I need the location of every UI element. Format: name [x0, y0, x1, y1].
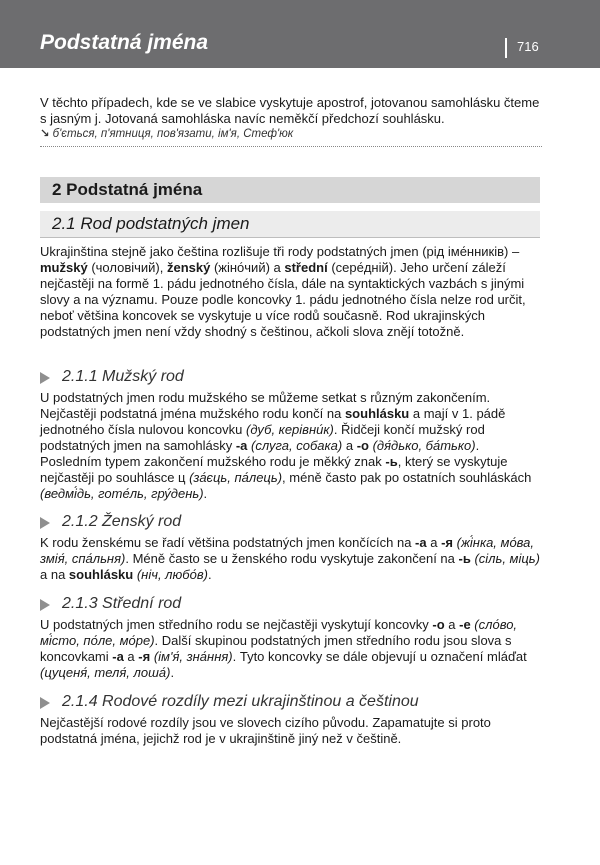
example: (дя́дько, ба́тько) — [372, 438, 476, 453]
ending: -а — [112, 649, 124, 664]
text: K rodu ženskému se řadí většina podstatných jmen končících na — [40, 535, 416, 550]
text: . Tyto koncovky se dále objevují u označení mláďat — [232, 649, 527, 664]
section-heading — [40, 177, 540, 203]
ending: -е — [459, 617, 471, 632]
example: (ім'я́, зна́ння) — [153, 649, 233, 664]
example: (жі́нка, мо́ва, змія́, спа́льня) — [40, 535, 535, 566]
subsection-heading — [40, 211, 540, 238]
term-feminine: ženský — [166, 260, 211, 275]
text: Ukrajinština stejně jako čeština rozlišuje tři rody podstatných jmen (рід іме́нників) – — [40, 244, 520, 259]
example: (слуга, собака) — [251, 438, 343, 453]
triangle-right-icon — [40, 517, 50, 529]
term-masculine: mužský — [40, 260, 88, 275]
heading-gender-differences — [40, 692, 542, 714]
text: . Řidčeji končí mužský rod podstatných jmen na samohlásky — [40, 422, 485, 453]
section-title: 2 Podstatná jména — [52, 180, 203, 199]
paragraph-feminine — [40, 535, 542, 583]
intro-paragraph: V těchto případech, kde se ve slabice vyskytuje apostrof, jotovanou samohlásku čteme s jasným j. Jotovaná samohláska navíc neměkčí předchozí souhlásku. — [40, 95, 540, 126]
ending: -я — [441, 535, 453, 550]
text: , který se vyskytuje nejčastěji po souhlásce ц — [40, 454, 508, 485]
ending: -я — [138, 649, 151, 664]
triangle-right-icon — [40, 599, 50, 611]
term-neuter: střední — [284, 260, 328, 275]
subsection-title: 2.1 Rod podstatných jmen — [52, 214, 250, 233]
heading-gender-differences-text: 2.1.4 Rodové rozdíly mezi ukrajinštinou a češtinou — [62, 693, 419, 710]
ending: -ь — [458, 551, 471, 566]
example: (ніч, любо́в) — [136, 567, 208, 582]
triangle-right-icon — [40, 697, 50, 709]
text: . — [203, 486, 208, 501]
triangle-right-icon — [40, 372, 50, 384]
text: (сере́дній). Jeho určení záleží nejčastěji na formě 1. pádu jednotného čísla, dále na syntaktických vazbách s jinými slovy a na významu. Pouze podle koncovky 1. pádu jednotného čísla nelze rod určit, neboť většina koncovek se vyskytuje u více rodů současně. Rod ukrajinských podstatných jmen není vždy shodný s češtinou, ačkoli slova znějí totožně. — [40, 260, 526, 339]
text: a na — [40, 567, 69, 582]
ending: -ь — [385, 454, 398, 469]
arrow-down-right-icon: ↘ — [40, 128, 50, 140]
page-number: 716 — [517, 39, 539, 54]
paragraph-rod — [40, 244, 542, 340]
text: a — [444, 617, 460, 632]
paragraph-neuter — [40, 617, 542, 681]
term: souhlásku — [344, 406, 410, 421]
example-line — [40, 127, 540, 141]
paragraph-gender-differences: Nejčastější rodové rozdíly jsou ve slovech cizího původu. Zapamatujte si proto podstatná jména, jejichž rod je v ukrajinštině jiný než v češtině. — [40, 715, 491, 746]
text: . — [207, 567, 212, 582]
ending: -о — [432, 617, 445, 632]
example-words: б'ється, п'ятниця, пов'язати, ім'я, Стеф'юк — [52, 128, 294, 140]
example: (за́єць, па́лець) — [189, 470, 283, 485]
text: a — [426, 535, 442, 550]
ending: -а — [415, 535, 427, 550]
example: (ведмі́дь, готе́ль, гру́день) — [40, 486, 204, 501]
term: souhlásku — [68, 567, 134, 582]
heading-neuter-text: 2.1.3 Střední rod — [62, 595, 182, 612]
heading-feminine-text: 2.1.2 Ženský rod — [62, 513, 182, 530]
heading-masculine — [40, 367, 542, 389]
heading-feminine — [40, 512, 542, 534]
text: (жіно́чий) a — [210, 260, 285, 275]
text: a — [342, 438, 357, 453]
heading-masculine-text: 2.1.1 Mužský rod — [62, 368, 184, 385]
ending: -о — [356, 438, 369, 453]
text: a mají v 1. pádě jednotného čísla nulovou koncovku — [40, 406, 506, 437]
example: (дуб, керівни́к) — [245, 422, 334, 437]
header-separator — [505, 38, 507, 58]
text: U podstatných jmen středního rodu se nejčastěji vyskytují koncovky — [40, 617, 433, 632]
text: a — [123, 649, 139, 664]
dotted-divider — [40, 146, 542, 147]
header-title: Podstatná jména — [40, 31, 209, 54]
text: , méně často pak po ostatních souhláskách — [282, 470, 532, 485]
paragraph-masculine — [40, 390, 542, 502]
page-header — [0, 0, 600, 68]
text: . Posledním typem zakončení mužského rodu je měkký znak — [40, 438, 480, 469]
ending: -а — [235, 438, 248, 453]
text: . Méně často se u ženského rodu vyskytuje zakončení na — [125, 551, 459, 566]
text: (чоловічий), — [87, 260, 167, 275]
text: . — [170, 665, 175, 680]
text: U podstatných jmen rodu mužského se můžeme setkat s různým zakončením. Nejčastěji podstatná jména mužského rodu končí na — [40, 390, 491, 421]
example: (сло́во, мі́сто, по́ле, мо́ре) — [40, 617, 518, 648]
text: . Další skupinou podstatných jmen středního rodu jsou slova s koncovkami — [40, 633, 512, 664]
example: (цуценя́, теля́, лоша́) — [40, 665, 171, 680]
heading-neuter — [40, 594, 542, 616]
example: (сіль, міць) — [474, 551, 540, 566]
